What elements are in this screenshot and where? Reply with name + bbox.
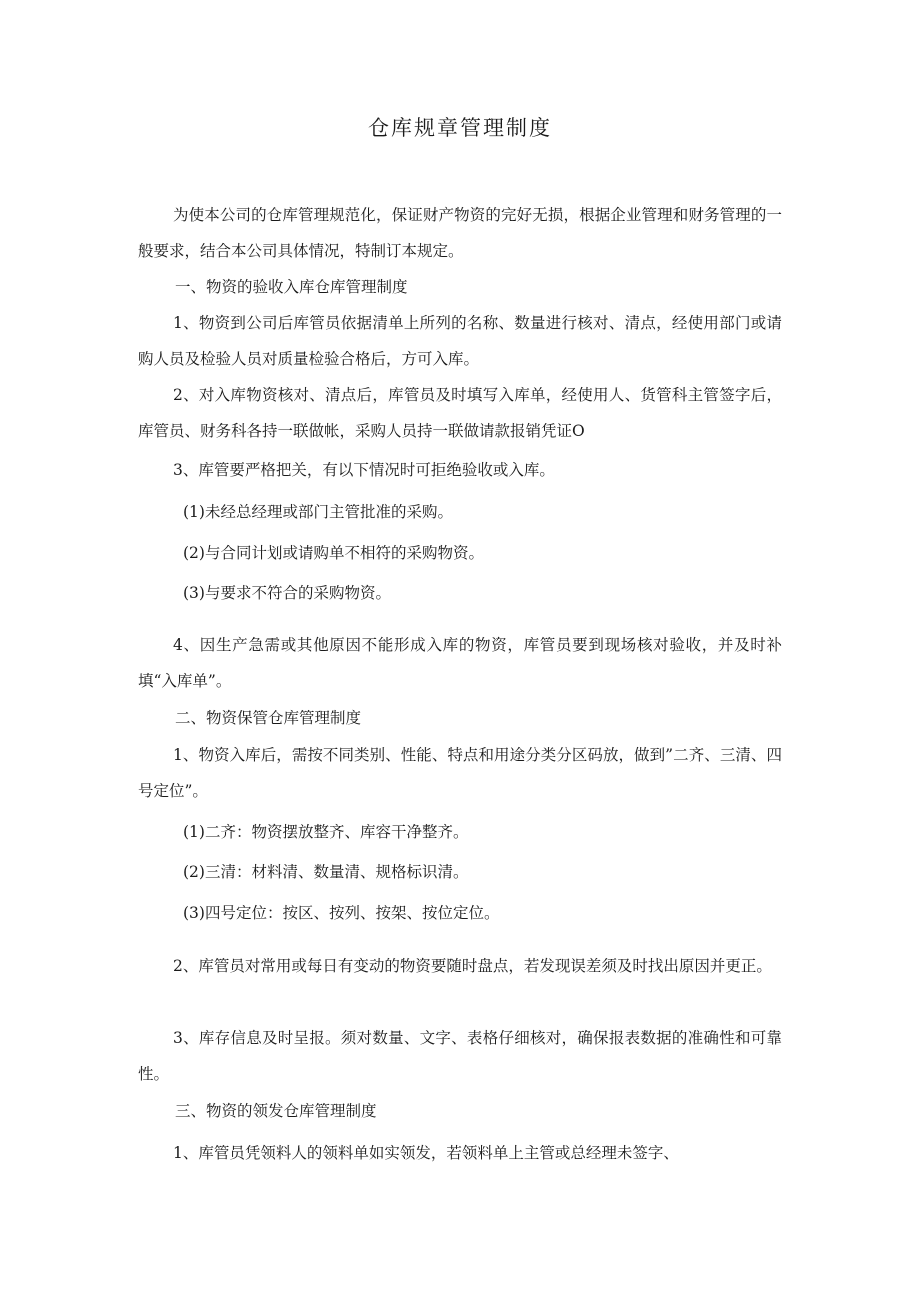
section1-item2: 2、对入库物资核对、清点后，库管员及时填写入库单，经使用人、货管科主管签字后，库管员、财务科各持一联做帐，采购人员持一联做请款报销凭证O bbox=[138, 386, 782, 440]
section1-item1: 1、物资到公司后库管员依据清单上所列的名称、数量进行核对、清点，经使用部门或请购人员及检验人员对质量检验合格后，方可入库。 bbox=[138, 314, 782, 368]
section2-item3: 3、库存信息及时呈报。须对数量、文字、表格仔细核对，确保报表数据的准确性和可靠性。 bbox=[138, 1029, 782, 1083]
section2-item1: 1、物资入库后，需按不同类别、性能、特点和用途分类分区码放，做到”二齐、三清、四号定位”。 bbox=[138, 746, 782, 800]
section2-heading: 二、物资保管仓库管理制度 bbox=[175, 709, 362, 727]
section1-heading: 一、物资的验收入库仓库管理制度 bbox=[175, 278, 408, 296]
intro-paragraph: 为使本公司的仓库管理规范化，保证财产物资的完好无损，根据企业管理和财务管理的一般要求，结合本公司具体情况，特制订本规定。 bbox=[138, 206, 782, 260]
section1-sub1: (1)未经总经理或部门主管批准的采购。 bbox=[183, 503, 453, 521]
section1-sub3: (3)与要求不符合的采购物资。 bbox=[183, 584, 391, 602]
section2-sub2: (2)三清：材料清、数量清、规格标识清。 bbox=[183, 863, 469, 881]
section1-item3: 3、库管要严格把关，有以下情况时可拒绝验收或入库。 bbox=[173, 461, 555, 479]
section2-sub1: (1)二齐：物资摆放整齐、库容干净整齐。 bbox=[183, 823, 469, 841]
document-title: 仓库规章管理制度 bbox=[368, 116, 552, 140]
section1-item4: 4、因生产急需或其他原因不能形成入库的物资，库管员要到现场核对验收，并及时补填“入库单”。 bbox=[138, 636, 782, 690]
section1-sub2: (2)与合同计划或请购单不相符的采购物资。 bbox=[183, 544, 484, 562]
section2-item2: 2、库管员对常用或每日有变动的物资要随时盘点，若发现误差须及时找出原因并更正。 bbox=[173, 957, 772, 975]
section3-item1: 1、库管员凭领料人的领料单如实领发，若领料单上主管或总经理未签字、 bbox=[173, 1144, 679, 1162]
section3-heading: 三、物资的领发仓库管理制度 bbox=[175, 1102, 377, 1120]
section2-sub3: (3)四号定位：按区、按列、按架、按位定位。 bbox=[183, 904, 500, 922]
